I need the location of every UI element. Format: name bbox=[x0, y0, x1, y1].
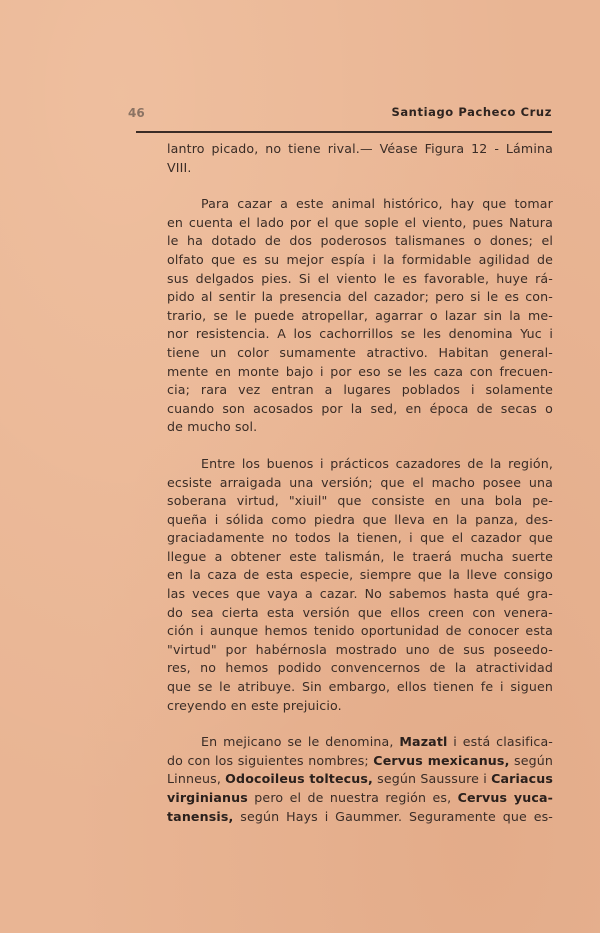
text-line: lantro picado, no tiene rival.— Véase Figura 12 - Lámina bbox=[167, 141, 553, 156]
text-line: olfato que es su mejor espía i la formidable agilidad de bbox=[167, 251, 553, 267]
header-rule bbox=[136, 131, 552, 133]
text-line: llegue a obtener este talismán, le traerá mucha suerte bbox=[167, 548, 553, 564]
text-line: res, no hemos podido convencernos de la atractividad bbox=[167, 660, 553, 676]
text-run: según Saussure i bbox=[372, 771, 492, 787]
text-line: pido al sentir la presencia del cazador; pero si le es con- bbox=[167, 289, 553, 305]
text-run: do con los siguientes nombres; bbox=[167, 752, 374, 768]
scientific-name: Odocoileus toltecus, bbox=[225, 771, 373, 787]
scientific-name: virginianus bbox=[167, 790, 248, 805]
text-run: según Hays i Gaummer. Seguramente que es- bbox=[233, 808, 553, 824]
text-line: cia; rara vez entran a lugares poblados i solamente bbox=[167, 382, 553, 398]
text-line: creyendo en este prejuicio. bbox=[167, 697, 342, 713]
body-text bbox=[167, 140, 553, 826]
text-line: do sea cierta esta versión que ellos creen con venera- bbox=[167, 604, 553, 620]
scientific-name: Mazatl bbox=[399, 734, 448, 750]
text-line bbox=[167, 733, 553, 752]
text-line: ecsiste arraigada una versión; que el macho posee una bbox=[167, 474, 553, 490]
page-number: 46 bbox=[128, 106, 145, 120]
text-line bbox=[167, 752, 553, 771]
scientific-name: Cariacus bbox=[491, 771, 553, 787]
text-line: de mucho sol. bbox=[167, 419, 258, 435]
text-run: según bbox=[509, 752, 554, 768]
text-line: trario, se le puede atropellar, agarrar o lazar sin la me- bbox=[167, 307, 553, 323]
text-line: VIII. bbox=[167, 159, 192, 175]
text-line: ción i aunque hemos tenido oportunidad de conocer esta bbox=[167, 623, 553, 639]
text-run: Linneus, bbox=[167, 771, 226, 787]
text-line: sus delgados pies. Si el viento le es favorable, huye rá- bbox=[167, 270, 553, 286]
text-line: en cuenta el lado por el que sople el viento, pues Natura bbox=[167, 214, 553, 230]
paragraph-gap bbox=[167, 437, 553, 455]
text-run: En mejicano se le denomina, bbox=[201, 734, 400, 750]
text-line: soberana virtud, "xiuil" que consiste en una bola pe- bbox=[167, 493, 553, 509]
text-line: Entre los buenos i prácticos cazadores de la región, bbox=[201, 455, 553, 471]
paragraph-gap bbox=[167, 715, 553, 733]
text-line: graciadamente no todos la tienen, i que el cazador que bbox=[167, 530, 553, 546]
text-run: pero el de nuestra región es, bbox=[247, 790, 458, 805]
text-line: Para cazar a este animal histórico, hay que tomar bbox=[201, 196, 553, 212]
scientific-name: tanensis, bbox=[167, 808, 234, 824]
text-line: "virtud" por habérnosla mostrado uno de sus poseedo- bbox=[167, 641, 553, 657]
page-header bbox=[128, 104, 552, 124]
text-run: i está clasifica- bbox=[447, 734, 553, 750]
scientific-name: Cervus yuca- bbox=[457, 790, 553, 805]
text-line: en la caza de esta especie, siempre que la lleve consigo bbox=[167, 567, 553, 583]
text-line bbox=[167, 770, 553, 789]
text-line: queña i sólida como piedra que lleva en la panza, des- bbox=[167, 511, 553, 527]
paragraph-hunting bbox=[167, 195, 553, 437]
text-line: cuando son acosados por la sed, en época de secas o bbox=[167, 400, 553, 416]
text-line: mente en monte bajo i por eso se les caza con frecuen- bbox=[167, 363, 553, 379]
text-line: nor resistencia. A los cachorrillos se les denomina Yuc i bbox=[167, 326, 553, 342]
scientific-name: Cervus mexicanus, bbox=[373, 752, 510, 768]
paragraph-nomenclature bbox=[167, 733, 553, 826]
text-line bbox=[167, 808, 553, 827]
text-line bbox=[167, 789, 553, 808]
paragraph-xiuil-legend bbox=[167, 455, 553, 715]
running-head-author: Santiago Pacheco Cruz bbox=[391, 105, 552, 119]
paragraph-gap bbox=[167, 177, 553, 195]
text-line: tiene un color sumamente atractivo. Habitan general- bbox=[167, 344, 553, 360]
paragraph-continuation bbox=[167, 140, 553, 177]
text-line: le ha dotado de dos poderosos talismanes o dones; el bbox=[167, 233, 553, 249]
text-line: las veces que vaya a cazar. No sabemos hasta qué gra- bbox=[167, 586, 553, 602]
text-line: que se le atribuye. Sin embargo, ellos tienen fe i siguen bbox=[167, 679, 553, 695]
